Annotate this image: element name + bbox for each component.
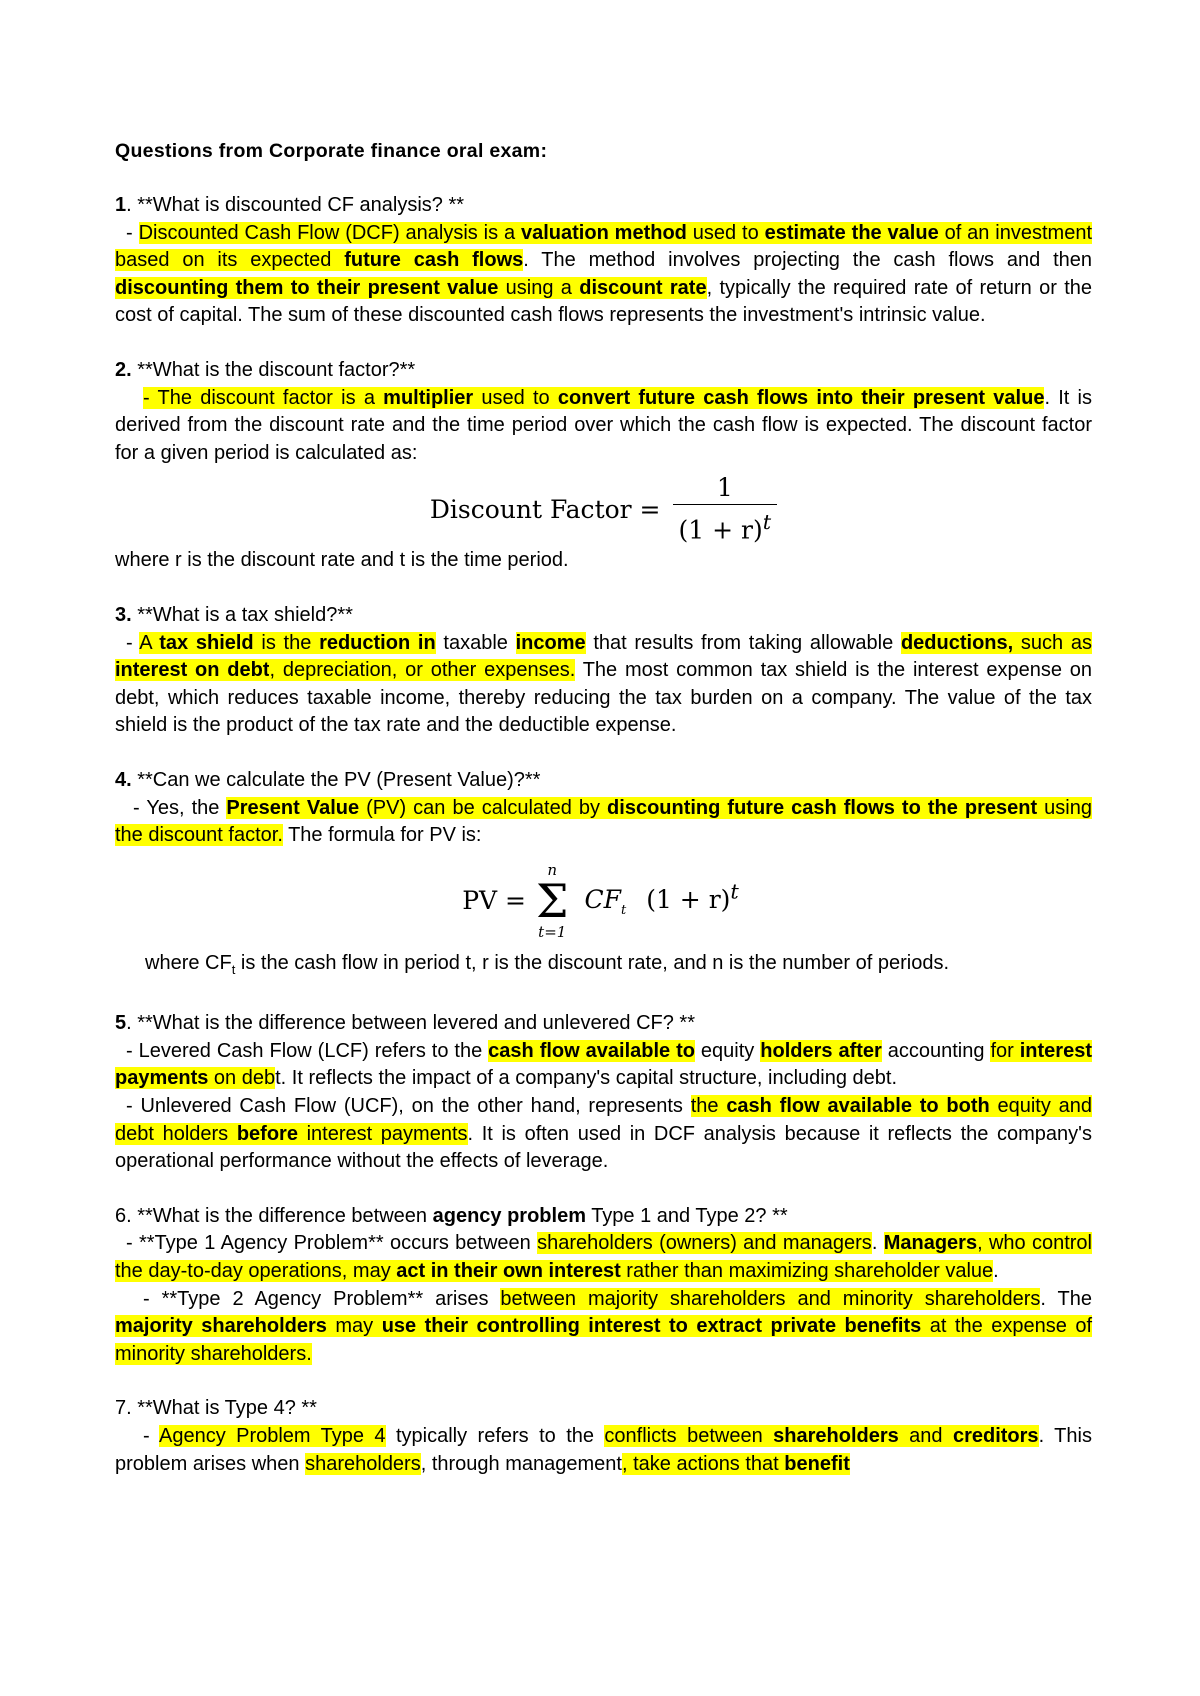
question-1-heading: 1. **What is discounted CF analysis? ** [115,194,465,216]
question-4 [115,767,1092,983]
question-6 [115,1203,1092,1369]
question-2-heading: 2. **What is the discount factor?** [115,358,416,381]
answer-3: - A tax shield is the reduction in taxable income that results from taking allowable deductions, such as interest on debt, depreciation, or other expenses. The most common tax shield is the interest expense on debt, which reduces taxable income, thereby reducing the tax burden on a company. The value of the tax shield is the product of the tax rate and the deductible expense. [115,631,1093,737]
answer-5-levered: - Levered Cash Flow (LCF) refers to the cash flow available to equity holders after accounting for interest payments on debt. It reflects the impact of a company's capital structure, including debt. [115,1039,1092,1090]
answer-5-unlevered: - Unlevered Cash Flow (UCF), on the other hand, represents the cash flow available to both equity and debt holders before interest payments. It is often used in DCF analysis because it reflects the company's operational performance without the effects of leverage. [115,1095,1093,1173]
present-value-fraction: $CF_t$ $(1 + r)^t$ [584,879,739,918]
question-5 [115,1010,1092,1176]
discount-factor-fraction: $\frac{1}{(1 + r)^t}$ [673,472,778,547]
answer-6-type2: - **Type 2 Agency Problem** arises between majority shareholders and minority shareholders. The majority shareholders may use their controlling interest to extract private benefits at the expense of minority shareholders. [115,1287,1092,1365]
question-6-heading: 6. **What is the difference between agency problem Type 1 and Type 2? ** [115,1204,788,1227]
answer-7: - Agency Problem Type 4 typically refers to the conflicts between shareholders and creditors. This problem arises when shareholders, through management, take actions that benefit [115,1425,1092,1475]
answer-4-note: where $CF_t$ is the cash flow in period t, r is the discount rate, and n is the number of periods. [145,951,950,977]
answer-2-note: where r is the discount rate and t is the time period. [115,549,569,572]
discount-factor-formula: Discount Factor = $\frac{1}{(1 + r)^t}$ [115,471,1092,547]
summation-symbol: n Σ t=1 [535,860,569,941]
question-7 [115,1395,1092,1478]
question-2 [115,357,1092,575]
document-title: Questions from Corporate finance oral exam: [115,140,548,162]
question-3-heading: 3. **What is a tax shield?** [115,603,353,626]
answer-4: - Yes, the Present Value (PV) can be calculated by discounting future cash flows to the present using the discount factor. The formula for PV is: [115,796,1092,847]
question-3 [115,602,1092,740]
answer-2: - The discount factor is a multiplier used to convert future cash flows into their present value. It is derived from the discount rate and the time period over which the cash flow is expected. The discount factor for a given period is calculated as: [115,386,1092,464]
question-7-heading: 7. **What is Type 4? ** [115,1397,317,1420]
question-1 [115,192,1092,330]
answer-6-type1: - **Type 1 Agency Problem** occurs between shareholders (owners) and managers. Managers, who control the day-to-day operations, may act in their own interest rather than maximizing shareholder value. [115,1232,1092,1283]
present-value-formula: PV = n Σ t=1 $CF_t$ $(1 + r)^t$ [115,852,1092,950]
question-4-heading: 4. **Can we calculate the PV (Present Value)?** [115,768,541,791]
answer-1: - Discounted Cash Flow (DCF) analysis is a valuation method used to estimate the value of an investment based on its expected future cash flows. The method involves projecting the cash flows and then discounting them to their present value using a discount rate, typically the required rate of return or the cost of capital. The sum of these discounted cash flows represents the investment's intrinsic value. [115,221,1093,327]
document-content [115,137,1092,1478]
question-5-heading: 5. **What is the difference between levered and unlevered CF? ** [115,1012,695,1035]
